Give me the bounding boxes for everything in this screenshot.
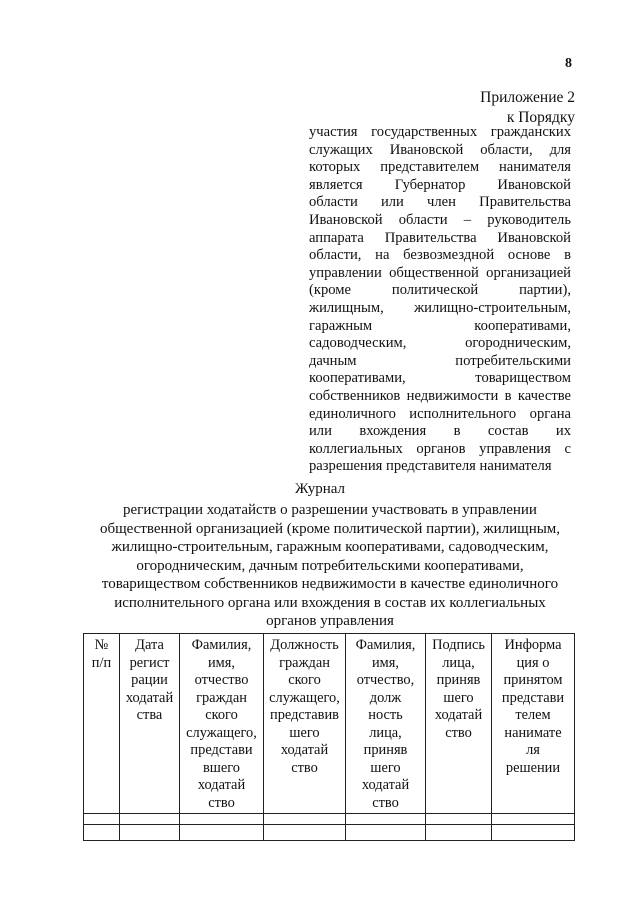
column-header-line: принятом — [503, 672, 563, 688]
table-cell — [346, 814, 426, 825]
column-header-line: п/п — [91, 654, 112, 671]
column-header — [264, 634, 346, 814]
column-header-line: телем — [515, 707, 551, 723]
column-header-line: граждан — [279, 654, 330, 671]
journal-title: Журнал — [294, 481, 345, 497]
appendix-line: управлении общественной организацией — [309, 264, 571, 281]
column-header-line: ство — [445, 724, 472, 741]
appendix-line: жилищным, жилищно-строительным, — [309, 299, 571, 316]
column-header-line: Подпись — [432, 637, 485, 653]
column-header-line: приняв — [436, 672, 481, 688]
table-cell — [180, 825, 264, 841]
column-header — [346, 634, 426, 814]
column-header-line: ство — [208, 794, 235, 811]
journal-subtitle-line: исполнительного органа или вхождения в состав их коллегиальных — [114, 594, 546, 611]
column-header-line: ходатай — [197, 777, 246, 793]
table-cell — [426, 825, 492, 841]
appendix-line: или вхождения в состав их — [309, 423, 571, 440]
column-header-line: приняв — [363, 742, 408, 758]
table-cell — [180, 814, 264, 825]
appendix-line: разрешения представителя нанимателя — [309, 458, 552, 475]
column-header-line: долж — [369, 689, 402, 706]
journal-table — [83, 633, 575, 841]
appendix-line: аппарата Правительства Ивановской — [309, 229, 571, 246]
column-header-line: ходатай — [434, 707, 483, 723]
table-cell — [84, 825, 120, 841]
journal-subtitle-line: регистрации ходатайств о разрешении участвовать в управлении — [123, 502, 537, 518]
journal-subtitle-line: жилищно-строительным, гаражным кооперативами, садоводческим, — [111, 539, 549, 555]
appendix-line: области или член Правительства — [309, 194, 571, 211]
table-cell — [426, 814, 492, 825]
journal-subtitle-line: товариществом собственников недвижимости в качестве единоличного — [101, 576, 559, 592]
column-header-line: решении — [505, 759, 561, 776]
table-cell — [120, 814, 180, 825]
appendix-line: дачным потребительскими — [309, 352, 571, 369]
table-cell — [492, 814, 575, 825]
table-header-row — [84, 634, 575, 814]
column-header — [180, 634, 264, 814]
column-header-line: ходатай — [125, 689, 174, 706]
column-header-line: служащего, — [269, 689, 340, 706]
appendix-line: является Губернатор Ивановской — [309, 176, 571, 193]
appendix-line: единоличного исполнительного органа — [309, 405, 571, 422]
column-header-line: ство — [372, 794, 399, 811]
journal-subtitle-line: огородническим, дачным потребительскими кооперативами, — [136, 557, 524, 574]
column-header-line: Фамилия, — [355, 637, 416, 653]
column-header — [492, 634, 575, 814]
column-header-line: регист — [129, 654, 170, 671]
appendix-title-line: к Порядку — [506, 109, 575, 126]
column-header-line: представи — [190, 742, 253, 758]
column-header-line: ция о — [516, 654, 550, 671]
appendix-line: Ивановской области – руководитель — [309, 211, 571, 228]
appendix-line: участия государственных гражданских — [309, 124, 571, 140]
appendix-line: гаражным кооперативами, — [309, 317, 571, 334]
table-cell — [120, 825, 180, 841]
table-cell — [264, 825, 346, 841]
table-row — [84, 825, 575, 841]
column-header-line: имя, — [207, 654, 236, 671]
table-cell — [84, 814, 120, 825]
appendix-title-line: Приложение 2 — [480, 89, 575, 106]
table-cell — [264, 814, 346, 825]
table-cell — [492, 825, 575, 841]
column-header-line: Должность — [270, 637, 339, 653]
appendix-line: которых представителем нанимателя — [309, 159, 571, 176]
column-header-line: граждан — [196, 689, 247, 706]
column-header-line: Дата — [135, 637, 164, 653]
column-header-line: ходатай — [361, 777, 410, 793]
column-header-line: ля — [526, 742, 540, 758]
page-number: 8 — [565, 56, 572, 71]
appendix-title — [420, 88, 575, 128]
column-header-line: № — [94, 637, 109, 653]
column-header — [426, 634, 492, 814]
column-header-line: ского — [288, 672, 321, 688]
column-header-line: лица, — [369, 724, 402, 741]
appendix-line: служащих Ивановской области, для — [309, 141, 571, 158]
column-header-line: ходатай — [280, 742, 329, 758]
column-header-line: ство — [291, 759, 318, 776]
column-header-line: нанимате — [504, 724, 562, 741]
column-header-line: шего — [370, 759, 401, 776]
column-header-line: отчество — [194, 672, 249, 688]
column-header-line: Информа — [504, 637, 562, 653]
column-header-line: представив — [270, 707, 339, 723]
journal-subtitle — [90, 501, 570, 631]
column-header-line: отчество, — [356, 672, 415, 688]
column-header-line: шего — [443, 689, 474, 706]
column-header-line: Фамилия, — [191, 637, 252, 653]
column-header-line: вшего — [202, 759, 240, 776]
table-row — [84, 814, 575, 825]
column-header — [120, 634, 180, 814]
column-header-line: представи — [501, 689, 565, 706]
column-header-line: служащего, — [186, 724, 257, 741]
appendix-line: кооперативами, товариществом — [309, 370, 571, 387]
appendix-line: садоводческим, огородническим, — [309, 335, 571, 352]
column-header-line: ства — [136, 707, 163, 723]
appendix-line: собственников недвижимости в качестве — [309, 387, 571, 404]
journal-subtitle-line: общественной организацией (кроме политической партии), жилищным, — [99, 520, 561, 537]
column-header — [84, 634, 120, 814]
appendix-body — [309, 124, 571, 476]
column-header-line: рации — [131, 672, 168, 688]
table-cell — [346, 825, 426, 841]
column-header-line: шего — [289, 724, 320, 741]
column-header-line: ского — [205, 707, 238, 723]
column-header-line: имя, — [371, 654, 400, 671]
appendix-line: области, на безвозмездной основе в — [309, 247, 571, 264]
column-header-line: лица, — [442, 654, 475, 671]
column-header-line: ность — [368, 707, 403, 723]
journal-subtitle-line: органов управления — [266, 613, 394, 629]
appendix-line: коллегиальных органов управления с — [309, 440, 571, 457]
appendix-line: (кроме политической партии), — [309, 282, 571, 299]
